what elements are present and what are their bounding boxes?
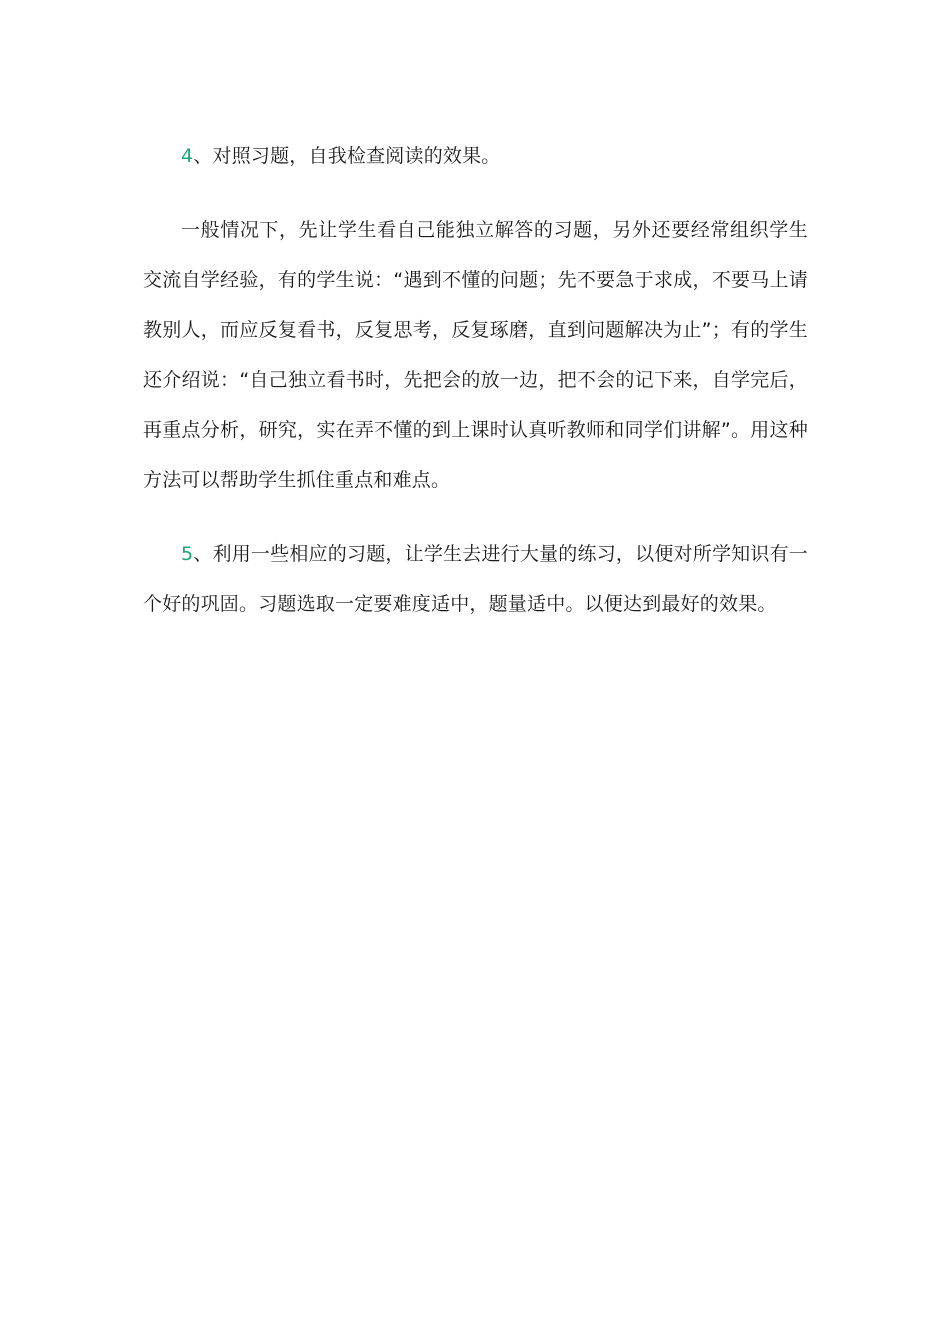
paragraph-text: 、利用一些相应的习题，让学生去进行大量的练习，以便对所学知识有一个好的巩固。习题选取一定要难度适中，题量适中。以便达到最好的效果。 — [143, 543, 808, 615]
paragraph-text: 一般情况下，先让学生看自己能独立解答的习题，另外还要经常组织学生交流自学经验，有的学生说：“遇到不懂的问题；先不要急于求成，不要马上请教别人，而应反复看书，反复思考，反复琢磨，直到问题解决为止”；有的学生还介绍说：“自己独立看书时，先把会的放一边，把不会的记下来，自学完后，再重点分析，研究，实在弄不懂的到上课时认真听教师和同学们讲解”。用这种方法可以帮助学生抓住重点和难点。 — [143, 219, 808, 491]
paragraph-general — [143, 205, 808, 505]
document-body — [143, 131, 808, 629]
paragraph-5 — [143, 529, 808, 629]
paragraph-4 — [143, 131, 808, 181]
paragraph-number: 4 — [181, 145, 194, 167]
paragraph-number: 5 — [181, 543, 194, 565]
paragraph-text: 、对照习题，自我检查阅读的效果。 — [193, 145, 501, 167]
